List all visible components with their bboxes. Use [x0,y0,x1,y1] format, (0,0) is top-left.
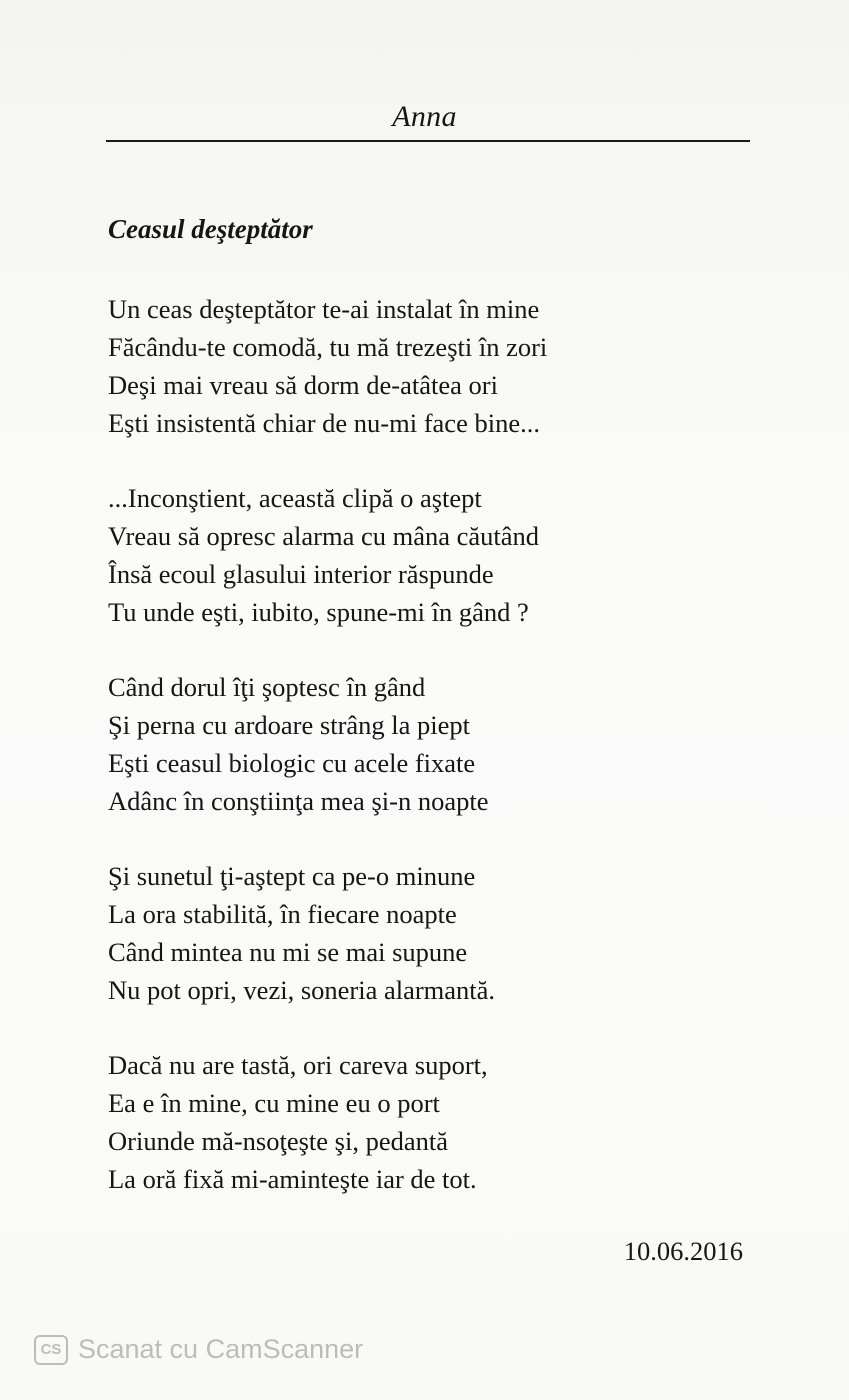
poem-line: Şi perna cu ardoare strâng la piept [108,710,471,740]
poem-line: ...Inconştient, această clipă o aştept [108,483,482,513]
poem-line: Ea e în mine, cu mine eu o port [108,1088,440,1118]
poem-date: 10.06.2016 [623,1236,743,1266]
poem-line: Însă ecoul glasului interior răspunde [108,559,494,589]
poem-line: Dacă nu are tastă, ori careva suport, [108,1050,488,1080]
poem-line: Oriunde mă-nsoţeşte şi, pedantă [108,1126,448,1156]
poem-line: Când mintea nu mi se mai supune [108,937,468,967]
poem-line: Deşi mai vreau să dorm de-atâtea ori [108,370,498,400]
poem-line: Când dorul îţi şoptesc în gând [108,672,426,702]
poem-body [108,290,748,1235]
poem-line: Eşti ceasul biologic cu acele fixate [108,748,476,778]
camscanner-logo-icon: CS [34,1335,68,1365]
poem-line: Eşti insistentă chiar de nu-mi face bine... [108,408,540,438]
stanza-3 [108,668,748,820]
stanza-1 [108,290,748,442]
running-header-author: Anna [392,100,457,133]
poem-line: Tu unde eşti, iubito, spune-mi în gând ? [108,597,529,627]
stanza-4 [108,857,748,1009]
poem-line: Nu pot opri, vezi, soneria alarmantă. [108,975,496,1005]
poem-line: Făcându-te comodă, tu mă trezeşti în zori [108,332,548,362]
watermark-text: Scanat cu CamScanner [78,1334,364,1364]
poem-line: Un ceas deşteptător te-ai instalat în mine [108,294,540,324]
stanza-5 [108,1046,748,1198]
poem-line: La oră fixă mi-aminteşte iar de tot. [108,1164,477,1194]
poem-title: Ceasul deşteptător [108,214,313,244]
stanza-2 [108,479,748,631]
scanner-watermark [34,1334,363,1365]
poem-line: Şi sunetul ţi-aştept ca pe-o minune [108,861,476,891]
poem-line: La ora stabilită, în fiecare noapte [108,899,457,929]
header-divider [106,140,750,142]
poem-line: Vreau să opresc alarma cu mâna căutând [108,521,540,551]
poem-line: Adânc în conştiinţa mea şi-n noapte [108,786,489,816]
